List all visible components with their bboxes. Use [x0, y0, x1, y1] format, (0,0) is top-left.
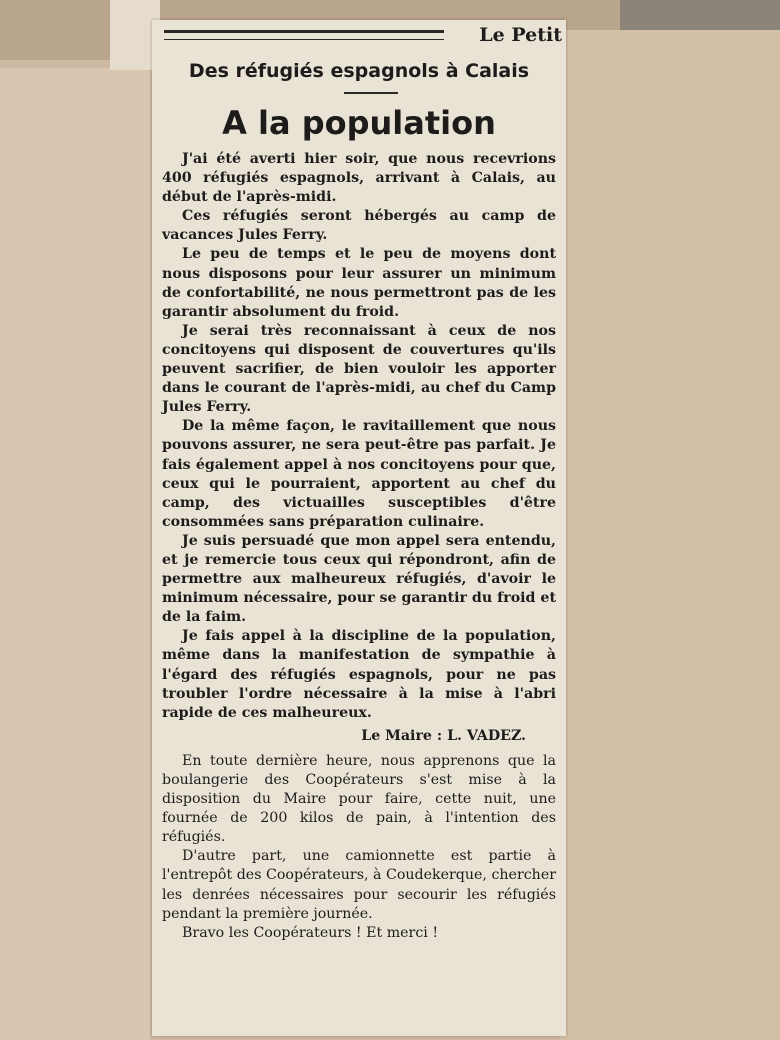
article-body	[162, 150, 556, 943]
divider	[344, 92, 398, 94]
newspaper-clipping	[152, 20, 566, 1036]
background-card-right	[560, 30, 780, 1040]
paragraph: De la même façon, le ravitaillement que nous pouvons assurer, ne sera peut-être pas parfait. Je fais également appel à nos concitoyens pour que, ceux qui le pourraient, apportent au chef du camp, des victuailles susceptibles d'être consommées sans préparation culinaire.	[162, 418, 556, 530]
late-news-paragraph: En toute dernière heure, nous apprenons que la boulangerie des Coopérateurs s'est mise à la disposition du Maire pour faire, cette nuit, une fournée de 200 kilos de pain, à l'intention des réfugiés.	[162, 752, 556, 846]
closing-line: Bravo les Coopérateurs ! Et merci !	[182, 924, 439, 941]
paragraph: Le peu de temps et le peu de moyens dont nous disposons pour leur assurer un minimum de confortabilité, ne nous permettront pas de les garantir absolument du froid.	[162, 246, 556, 320]
paragraph: Je serai très reconnaissant à ceux de nos concitoyens qui disposent de couvertures qu'ils peuvent sacrifier, de bien vouloir les apporter dans le courant de l'après-midi, au chef du Camp Jules Ferry.	[162, 322, 556, 416]
late-news-paragraph: D'autre part, une camionnette est partie à l'entrepôt des Coopérateurs, à Coudekerque, chercher les denrées nécessaires pour secourir les réfugiés pendant la première journée.	[162, 848, 556, 922]
masthead-rule	[164, 30, 444, 40]
signature: Le Maire : L. VADEZ.	[361, 727, 526, 744]
paragraph: Je fais appel à la discipline de la population, même dans la manifestation de sympathie à l'égard des réfugiés espagnols, pour ne pas troubler l'ordre nécessaire à la mise à l'abri rapide de ces malheureux.	[162, 628, 556, 721]
background-lace	[620, 0, 780, 30]
paragraph: Ces réfugiés seront hébergés au camp de vacances Jules Ferry.	[162, 208, 556, 244]
kicker-title: Des réfugiés espagnols à Calais	[188, 60, 530, 82]
masthead: Le Petit	[479, 24, 562, 46]
paragraph: Je suis persuadé que mon appel sera entendu, et je remercie tous ceux qui répondront, afin de permettre aux malheureux réfugiés, d'avoir le minimum nécessaire, pour se garantir du froid et de la faim.	[162, 532, 556, 626]
background-card-left	[0, 68, 150, 1040]
headline: A la population	[222, 104, 496, 142]
paragraph: J'ai été averti hier soir, que nous recevrions 400 réfugiés espagnols, arrivant à Calais, au début de l'après-midi.	[162, 151, 556, 206]
